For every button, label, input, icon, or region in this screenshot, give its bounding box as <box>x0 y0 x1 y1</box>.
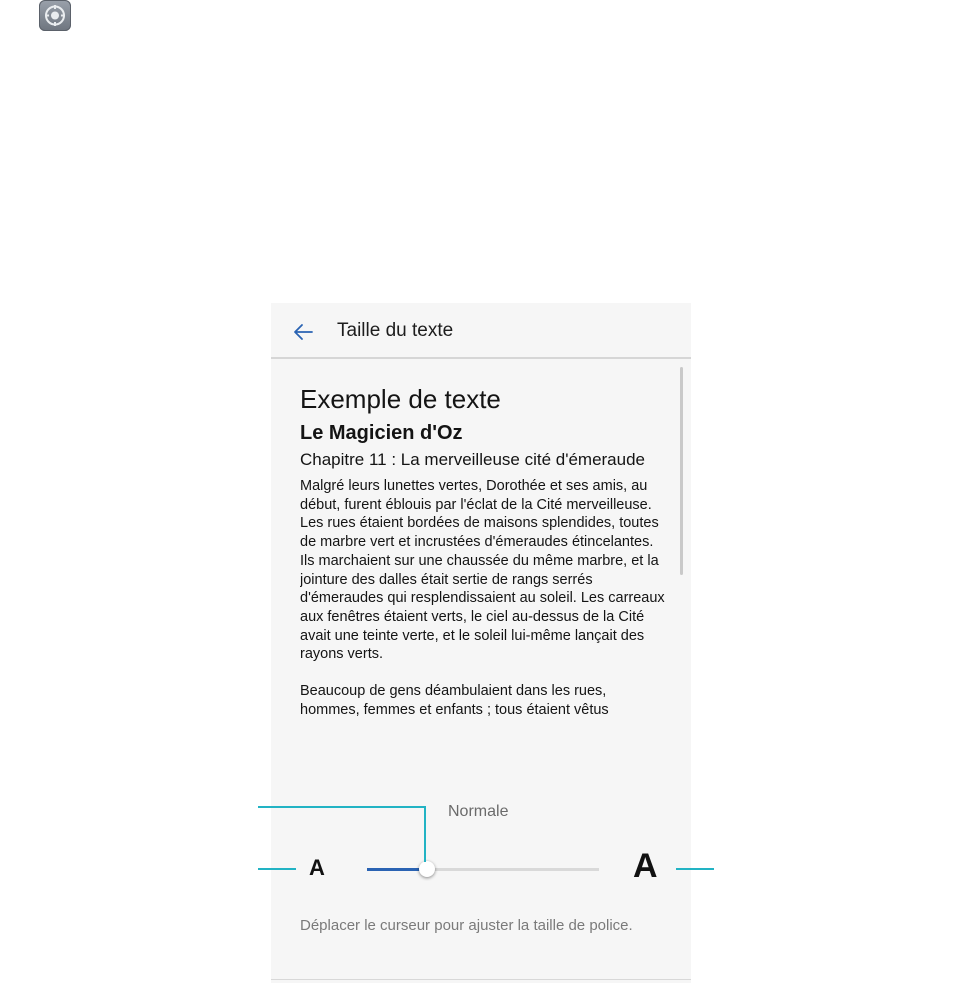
chapter-title: Chapitre 11 : La merveilleuse cité d'émeraude <box>300 450 646 469</box>
small-font-label: A <box>309 855 325 880</box>
font-size-slider[interactable] <box>367 868 599 871</box>
font-size-value-label: Normale <box>448 803 509 820</box>
divider <box>271 979 691 980</box>
settings-app-icon <box>39 0 71 31</box>
text-size-screen <box>271 303 691 983</box>
sample-heading: Exemple de texte <box>300 384 501 414</box>
callout-line <box>258 806 426 808</box>
back-arrow-icon[interactable] <box>291 320 315 344</box>
page-title: Taille du texte <box>337 320 454 341</box>
book-title: Le Magicien d'Oz <box>300 422 463 444</box>
large-font-label: A <box>633 847 658 885</box>
callout-line <box>424 806 426 862</box>
slider-thumb[interactable] <box>419 861 435 877</box>
sample-text-area[interactable] <box>300 381 665 767</box>
sample-paragraph: Beaucoup de gens déambulaient dans les rues, hommes, femmes et enfants ; tous étaient vêtus <box>300 683 609 718</box>
callout-line <box>258 868 296 870</box>
slider-fill <box>367 868 427 871</box>
scrollbar[interactable] <box>680 367 683 575</box>
sample-paragraph: Malgré leurs lunettes vertes, Dorothée et ses amis, au début, furent éblouis par l'éclat de la Cité merveilleuse. Les rues étaient bordées de maisons splendides, toutes de marbre vert et incrustées d'émeraudes étincelantes. Ils marchaient sur une chaussée du même marbre, et la jointure des dalles était sertie de rangs serrés d'émeraudes qui resplendissaient au soleil. Les carreaux aux fenêtres étaient verts, le ciel au-dessus de la Cité avait une teinte verte, et le soleil lui-même lançait des rayons verts. <box>300 478 665 663</box>
callout-line <box>676 868 714 870</box>
slider-hint-text: Déplacer le curseur pour ajuster la taille de police. <box>300 917 633 934</box>
app-header <box>271 303 691 359</box>
